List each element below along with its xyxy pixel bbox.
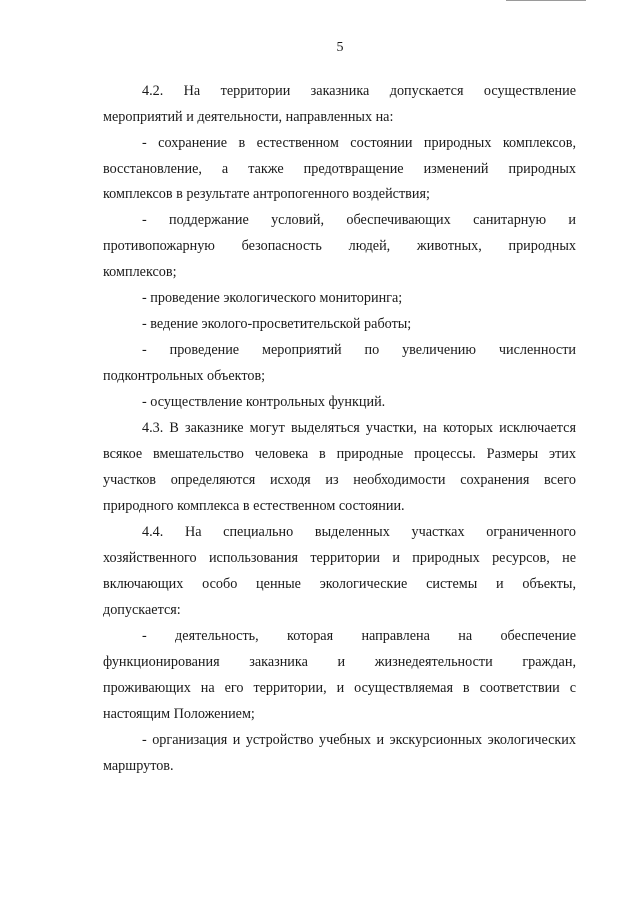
page-number: 5 [336,40,344,55]
list-item-education: - ведение эколого-просветительской работы; [142,316,412,332]
list-item-maintenance-line-2: противопожарную безопасность людей, животных, природных [103,238,576,254]
list-item-preservation-line-3: комплексов в результате антропогенного воздействия; [103,186,430,202]
section-4-3-line-3: участков определяются исходя из необходимости сохранения всего [103,472,576,488]
list-item-measures-line-1: - проведение мероприятий по увеличению численности [142,342,576,358]
list-item-maintenance-line-3: комплексов; [103,264,177,280]
list-item-activity-line-2: функционирования заказника и жизнедеятельности граждан, [103,654,576,670]
section-4-4-line-2: хозяйственного использования территории и природных ресурсов, не [103,550,576,566]
list-item-control: - осуществление контрольных функций. [142,394,386,410]
section-4-2-line-1: 4.2. На территории заказника допускается осуществление [142,83,576,99]
section-4-3-line-4: природного комплекса в естественном состоянии. [103,498,405,514]
list-item-activity-line-1: - деятельность, которая направлена на обеспечение [142,628,576,644]
section-4-4-line-1: 4.4. На специально выделенных участках ограниченного [142,524,576,540]
list-item-activity-line-4: настоящим Положением; [103,706,255,722]
list-item-preservation-line-2: восстановление, а также предотвращение изменений природных [103,161,576,177]
list-item-routes-line-2: маршрутов. [103,758,174,774]
list-item-maintenance-line-1: - поддержание условий, обеспечивающих санитарную и [142,212,576,228]
list-item-monitoring: - проведение экологического мониторинга; [142,290,403,306]
section-4-3-line-1: 4.3. В заказнике могут выделяться участки, на которых исключается [142,420,576,436]
list-item-preservation-line-1: - сохранение в естественном состоянии природных комплексов, [142,135,576,151]
list-item-measures-line-2: подконтрольных объектов; [103,368,266,384]
list-item-routes-line-1: - организация и устройство учебных и экскурсионных экологических [142,732,576,748]
section-4-2-line-2: мероприятий и деятельности, направленных на: [103,109,394,125]
list-item-activity-line-3: проживающих на его территории, и осуществляемая в соответствии с [103,680,576,696]
section-4-4-line-4: допускается: [103,602,181,618]
scan-edge-mark [506,0,586,1]
section-4-4-line-3: включающих особо ценные экологические системы и объекты, [103,576,576,592]
section-4-3-line-2: всякое вмешательство человека в природные процессы. Размеры этих [103,446,576,462]
